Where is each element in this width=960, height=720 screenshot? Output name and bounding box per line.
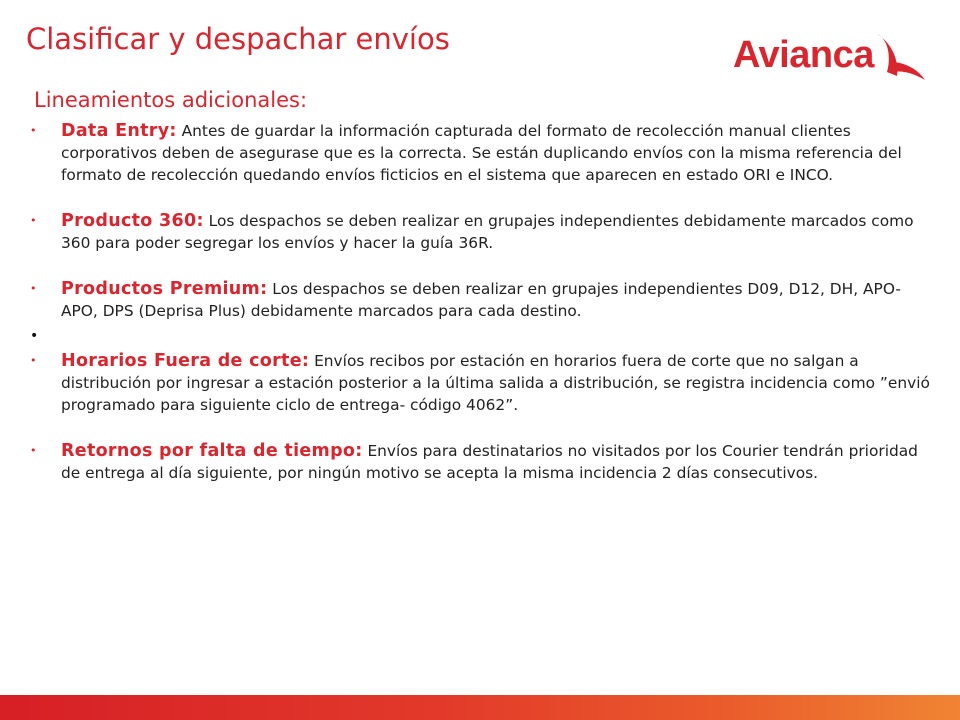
bullet-icon: • bbox=[30, 124, 37, 137]
bullet-icon: • bbox=[30, 444, 37, 457]
guideline-text: Envíos recibos por estación en horarios fuera de corte que no salgan a distribución por ingresar a estación posterior a la última salida a distribución, se registra incidencia como ”envió programado para siguiente ciclo de entrega- código 4062”. bbox=[61, 352, 930, 414]
bullet-icon: • bbox=[30, 328, 39, 344]
guideline-retornos-falta-de-tiempo bbox=[30, 440, 930, 484]
section-subheading: Lineamientos adicionales: bbox=[34, 88, 308, 112]
guideline-text: Los despachos se deben realizar en grupajes independientes debidamente marcados como 360 para poder segregar los envíos y hacer la guía 36R. bbox=[61, 212, 914, 252]
guideline-producto-360 bbox=[30, 210, 930, 254]
guideline-term: Horarios Fuera de corte: bbox=[61, 351, 310, 371]
guideline-term: Producto 360: bbox=[61, 211, 204, 231]
guidelines-list bbox=[30, 120, 930, 484]
empty-bullet bbox=[30, 325, 930, 347]
bullet-icon: • bbox=[30, 354, 37, 367]
footer-gradient-bar bbox=[0, 695, 960, 720]
guideline-term: Productos Premium: bbox=[61, 279, 268, 299]
avianca-logo bbox=[733, 32, 929, 82]
bullet-icon: • bbox=[30, 214, 37, 227]
guideline-term: Data Entry: bbox=[61, 121, 177, 141]
guideline-text: Envíos para destinatarios no visitados por los Courier tendrán prioridad de entrega al día siguiente, por ningún motivo se acepta la misma incidencia 2 días consecutivos. bbox=[61, 442, 918, 482]
slide-title: Clasificar y despachar envíos bbox=[26, 22, 450, 56]
guideline-text: Antes de guardar la información capturada del formato de recolección manual clientes corporativos deben de asegurase que es la correcta. Se están duplicando envíos con la misma referencia del formato de recolección quedando envíos ficticios en el sistema que aparecen en estado ORI e INCO. bbox=[61, 122, 902, 184]
bullet-icon: • bbox=[30, 282, 37, 295]
guideline-term: Retornos por falta de tiempo: bbox=[61, 441, 363, 461]
guideline-data-entry bbox=[30, 120, 930, 186]
logo-wordmark: Avianca bbox=[733, 34, 874, 76]
guideline-horarios-fuera-de-corte bbox=[30, 350, 930, 416]
guideline-text: Los despachos se deben realizar en grupajes independientes D09, D12, DH, APO-APO, DPS (Deprisa Plus) debidamente marcados para cada destino. bbox=[61, 280, 901, 320]
guideline-productos-premium bbox=[30, 278, 930, 322]
bird-wing-icon bbox=[869, 32, 929, 82]
